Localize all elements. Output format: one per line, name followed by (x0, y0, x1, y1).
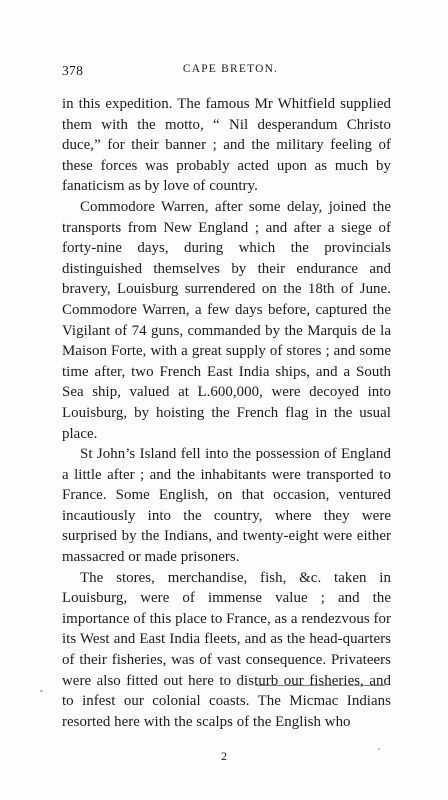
paragraph-continuation: in this expedition. The famous Mr Whitfield supplied them with the motto, “ Nil desperandum Christo duce,” for their banner ; and the military feeling of these forces was probably acted upon as much by fanaticism as by love of country. (62, 96, 391, 195)
page-number: 378 (62, 63, 84, 78)
signature-mark: 2 (221, 749, 227, 763)
paper-speck (40, 690, 43, 692)
paragraph-st-johns-island: St John’s Island fell into the possession of England a little after ; and the inhabitants were transported to France. Some English, on that occasion, ventured incautiously into the country, where they were surprised by the Indians, and twenty-eight were either massacred or made prisoners. (62, 446, 391, 566)
page-header (62, 63, 391, 83)
running-head: CAPE BRETON. (182, 63, 279, 75)
body-text (62, 94, 391, 732)
paragraph-stores: The stores, merchandise, fish, &c. taken in Louisburg, were of immense value ; and the importance of this place to France, as a rendezvous for its West and East India fleets, and as the head-quarters of their fisheries, was of vast consequence. Privateers were also fitted out here to disturb our fisheries, and to infest our colonial coasts. The Micmac Indians resorted here with the scalps of the English who (62, 569, 391, 730)
paragraph-warren: Commodore Warren, after some delay, joined the transports from New England ; and after a siege of forty-nine days, during which the provincials distinguished themselves by their endurance and bravery, Louisburg surrendered on the 18th of June. Commodore Warren, a few days before, captured the Vigilant of 74 guns, commanded by the Marquis de la Maison Forte, with a great supply of stores ; and some time after, two French East India ships, and a South Sea ship, valued at L.600,000, were decoyed into Louisburg, by hoisting the French flag in the usual place. (62, 198, 391, 442)
